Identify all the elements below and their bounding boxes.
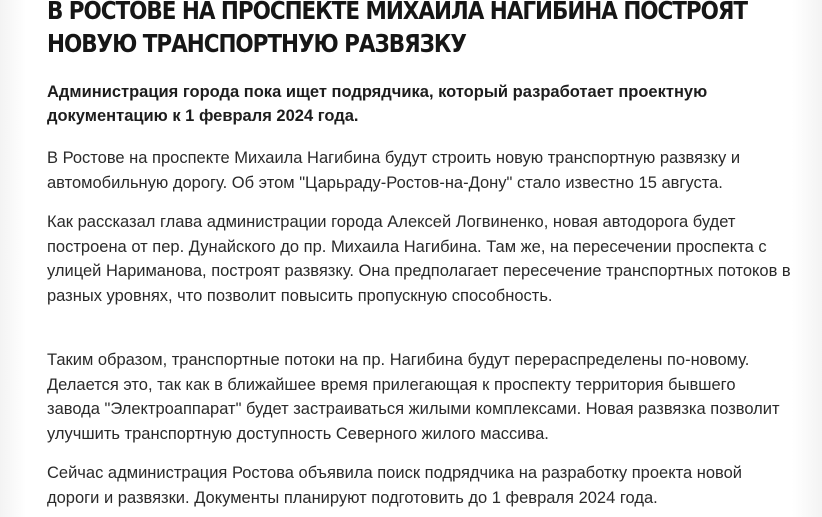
article (47, 0, 807, 507)
article-lead: Администрация города пока ищет подрядчика, который разработает проектную документацию к 1 февраля 2024 года. (47, 83, 708, 125)
article-paragraph-3: Таким образом, транспортные потоки на пр. Нагибина будут перераспределены по-новому. Делается это, так как в ближайшее время прилегающая к проспекту территория бывшего завода "Электроаппарат" будет застраиваться жилыми комплексами. Новая развязка позволит улучшить транспортную доступность Северного жилого массива. (47, 351, 780, 443)
article-paragraph-1: В Ростове на проспекте Михаила Нагибина будут строить новую транспортную развязку и автомобильную дорогу. Об этом "Царьраду-Ростов-на-Дону" стало известно 15 августа. (47, 149, 741, 192)
article-paragraph-2: Как рассказал глава администрации города Алексей Логвиненко, новая автодорога будет построена от пер. Дунайского до пр. Михаила Нагибина. Там же, на пересечении проспекта с улицей Нариманова, построят развязку. Она предполагает пересечение транспортных потоков в разных уровнях, что позволит повысить пропускную способность. (47, 213, 791, 305)
article-headline: В РОСТОВЕ НА ПРОСПЕКТЕ МИХАИЛА НАГИБИНА ПОСТРОЯТ НОВУЮ ТРАНСПОРТНУЮ РАЗВЯЗКУ (47, 0, 748, 58)
article-paragraph-4: Сейчас администрация Ростова объявила поиск подрядчика на разработку проекта новой дороги и развязки. Документы планируют подготовить до 1 февраля 2024 года. (47, 464, 742, 507)
